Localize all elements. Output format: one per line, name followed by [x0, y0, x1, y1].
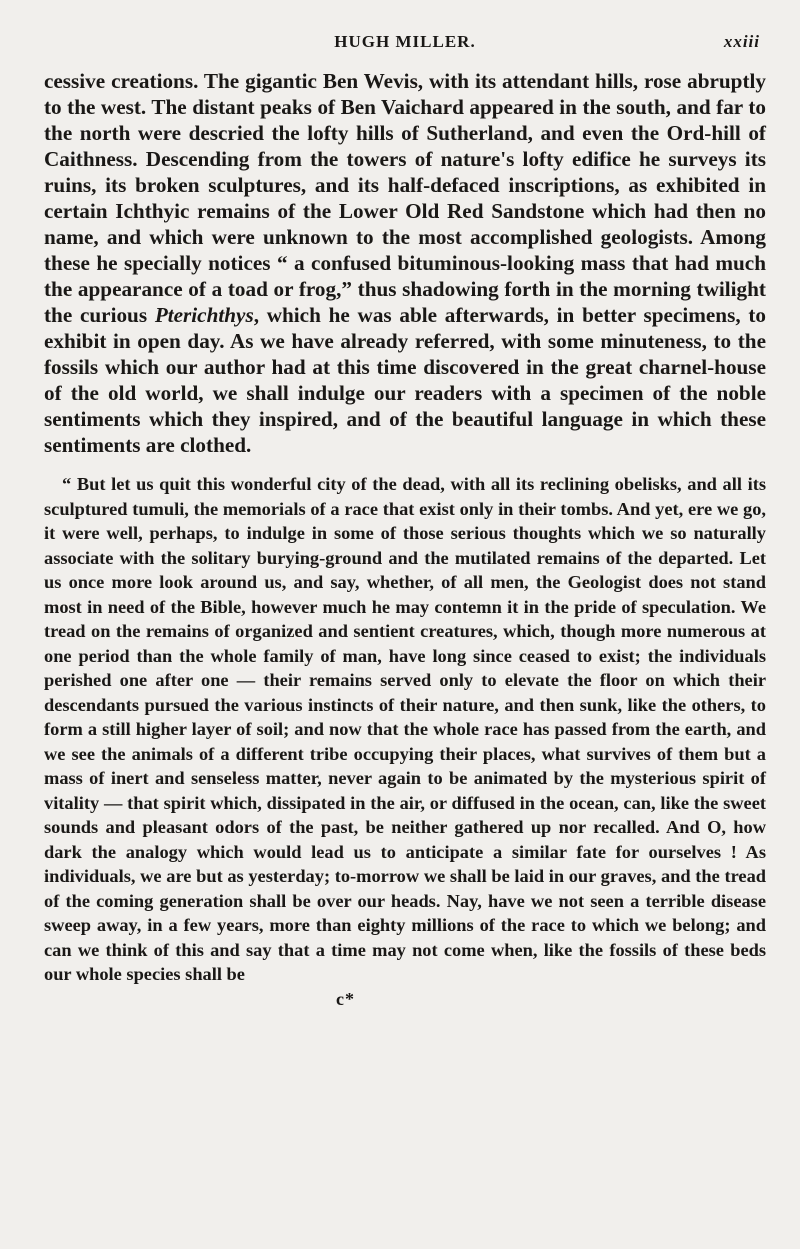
running-head-title: HUGH MILLER. — [334, 32, 476, 51]
intro-text-part-2: , which he was able afterwards, in better specimens, to exhibit in open day. As we have already referred, with some minuteness, to the fossils which our author had at this time discovered in the great charnel-house of the old world, we shall indulge our readers with a specimen of the noble sentiments which they inspired, and of the beautiful language in which these sentiments are clothed. — [44, 303, 767, 457]
quoted-passage: “ But let us quit this wonderful city of the dead, with all its reclining obelisks, and all its sculptured tumuli, the memorials of a race that exist only in their tombs. And yet, ere we go, it were well, perhaps, to indulge in some of those serious thoughts which we so naturally associate with the solitary burying-ground and the mutilated remains of the departed. Let us once more look around us, and say, whether, of all men, the Geologist does not stand most in need of the Bible, however much he may contemn it in the pride of speculation. We tread on the remains of organized and sentient creatures, which, though more numerous at one period than the whole family of man, have long since ceased to exist; the individuals perished one after one — their remains served only to elevate the floor on which their descendants pursued the various instincts of their nature, and then sunk, like the others, to form a still higher layer of soil; and now that the whole race has passed from the earth, and we see the animals of a different tribe occupying their places, what survives of them but a mass of inert and senseless matter, never again to be animated by the mysterious spirit of vitality — that spirit which, dissipated in the air, or diffused in the ocean, can, like the sweet sounds and pleasant odors of the past, be neither gathered up nor recalled. And O, how dark the analogy which would lead us to anticipate a similar fate for ourselves ! As individuals, we are but as yesterday; to-morrow we shall be laid in our graves, and the tread of the coming generation shall be over our heads. Nay, have we not seen a terrible disease sweep away, in a few years, more than eighty millions of the race to which we belong; and can we think of this and say that a time may not come when, like the fossils of these beds our whole species shall be — [44, 474, 766, 984]
page-number: xxiii — [723, 32, 760, 51]
running-head — [44, 32, 766, 62]
intro-paragraph — [44, 68, 766, 458]
intro-italic-term: Pterichthys — [154, 303, 254, 327]
intro-text-part-1: cessive creations. The gigantic Ben Wevis, with its attendant hills, rose abruptly to the west. The distant peaks of Ben Vaichard appeared in the south, and far to the north were descried the lofty hills of Sutherland, and even the Ord-hill of Caithness. Descending from the towers of nature's lofty edifice he surveys its ruins, its broken sculptures, and its half-defaced inscriptions, as exhibited in certain Ichthyic remains of the Lower Old Red Sandstone which had then no name, and which were unknown to the most accomplished geologists. Among these he specially notices “ a confused bituminous-looking mass that had much the appearance of a toad or frog,” thus shadowing forth in the morning twilight the curious — [44, 69, 766, 327]
signature-mark: c* — [336, 988, 355, 1009]
